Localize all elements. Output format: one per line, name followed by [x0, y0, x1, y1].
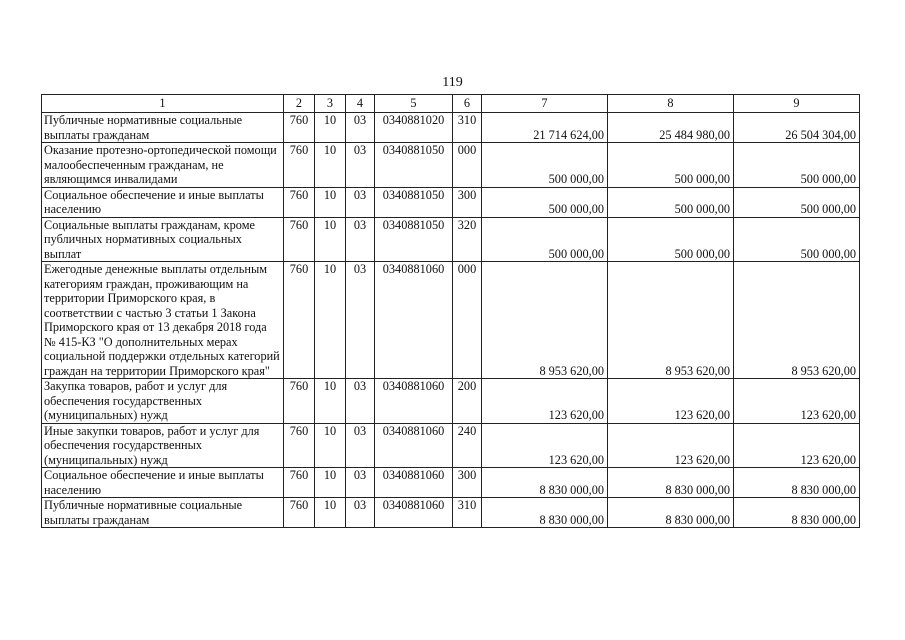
cell-target-article: 0340881060 — [375, 468, 453, 498]
table-row — [42, 498, 860, 528]
cell-amount-col9: 123 620,00 — [734, 379, 860, 424]
row-description: Социальные выплаты гражданам, кроме публичных нормативных социальных выплат — [42, 217, 284, 262]
cell-expense-type: 300 — [453, 187, 482, 217]
cell-target-article: 0340881060 — [375, 498, 453, 528]
cell-amount-col7: 500 000,00 — [482, 217, 608, 262]
cell-target-article: 0340881060 — [375, 379, 453, 424]
cell-amount-col9: 8 830 000,00 — [734, 498, 860, 528]
cell-subsection: 03 — [346, 143, 375, 188]
cell-code: 760 — [284, 143, 315, 188]
row-description: Оказание протезно-ортопедической помощи малообеспеченным гражданам, не являющимся инвалидами — [42, 143, 284, 188]
column-header: 3 — [315, 95, 346, 113]
cell-amount-col8: 123 620,00 — [608, 379, 734, 424]
cell-subsection: 03 — [346, 379, 375, 424]
cell-section: 10 — [315, 113, 346, 143]
cell-expense-type: 320 — [453, 217, 482, 262]
cell-amount-col7: 8 953 620,00 — [482, 262, 608, 379]
cell-amount-col8: 8 830 000,00 — [608, 498, 734, 528]
table-row — [42, 379, 860, 424]
cell-expense-type: 310 — [453, 498, 482, 528]
cell-subsection: 03 — [346, 217, 375, 262]
cell-amount-col9: 123 620,00 — [734, 423, 860, 468]
row-description: Публичные нормативные социальные выплаты гражданам — [42, 498, 284, 528]
cell-code: 760 — [284, 468, 315, 498]
cell-expense-type: 000 — [453, 262, 482, 379]
row-description: Социальное обеспечение и иные выплаты населению — [42, 468, 284, 498]
budget-table — [41, 94, 860, 528]
cell-target-article: 0340881060 — [375, 262, 453, 379]
page-number: 119 — [442, 75, 463, 90]
cell-section: 10 — [315, 423, 346, 468]
column-header: 5 — [375, 95, 453, 113]
cell-expense-type: 240 — [453, 423, 482, 468]
row-description: Иные закупки товаров, работ и услуг для обеспечения государственных (муниципальных) нужд — [42, 423, 284, 468]
cell-amount-col8: 8 830 000,00 — [608, 468, 734, 498]
table-row — [42, 113, 860, 143]
cell-section: 10 — [315, 262, 346, 379]
cell-amount-col7: 123 620,00 — [482, 379, 608, 424]
cell-amount-col9: 8 830 000,00 — [734, 468, 860, 498]
cell-section: 10 — [315, 187, 346, 217]
cell-section: 10 — [315, 468, 346, 498]
cell-expense-type: 200 — [453, 379, 482, 424]
cell-code: 760 — [284, 187, 315, 217]
cell-subsection: 03 — [346, 468, 375, 498]
table-row — [42, 468, 860, 498]
table-row — [42, 187, 860, 217]
cell-amount-col7: 123 620,00 — [482, 423, 608, 468]
header-row — [42, 95, 860, 113]
cell-amount-col7: 500 000,00 — [482, 187, 608, 217]
cell-section: 10 — [315, 379, 346, 424]
table-row — [42, 423, 860, 468]
row-description: Социальное обеспечение и иные выплаты населению — [42, 187, 284, 217]
cell-amount-col7: 8 830 000,00 — [482, 498, 608, 528]
cell-code: 760 — [284, 379, 315, 424]
column-header: 4 — [346, 95, 375, 113]
cell-code: 760 — [284, 113, 315, 143]
cell-section: 10 — [315, 143, 346, 188]
cell-amount-col8: 25 484 980,00 — [608, 113, 734, 143]
cell-expense-type: 000 — [453, 143, 482, 188]
cell-amount-col7: 21 714 624,00 — [482, 113, 608, 143]
column-header: 7 — [482, 95, 608, 113]
cell-subsection: 03 — [346, 113, 375, 143]
column-header: 2 — [284, 95, 315, 113]
cell-target-article: 0340881050 — [375, 187, 453, 217]
cell-target-article: 0340881050 — [375, 217, 453, 262]
cell-code: 760 — [284, 423, 315, 468]
cell-amount-col9: 500 000,00 — [734, 143, 860, 188]
row-description: Ежегодные денежные выплаты отдельным категориям граждан, проживающим на территории Приморского края, в соответствии с частью 3 статьи 1 Закона Приморского края от 13 декабря 2018 года № 415-КЗ "О дополнительных мерах социальной поддержки отдельных категорий граждан на территории Приморского края" — [42, 262, 284, 379]
column-header: 8 — [608, 95, 734, 113]
cell-subsection: 03 — [346, 498, 375, 528]
cell-amount-col8: 500 000,00 — [608, 217, 734, 262]
row-description: Публичные нормативные социальные выплаты гражданам — [42, 113, 284, 143]
column-header: 6 — [453, 95, 482, 113]
column-header: 1 — [42, 95, 284, 113]
cell-code: 760 — [284, 498, 315, 528]
cell-amount-col9: 500 000,00 — [734, 217, 860, 262]
cell-amount-col9: 8 953 620,00 — [734, 262, 860, 379]
table-row — [42, 217, 860, 262]
cell-amount-col7: 8 830 000,00 — [482, 468, 608, 498]
cell-amount-col9: 26 504 304,00 — [734, 113, 860, 143]
cell-subsection: 03 — [346, 262, 375, 379]
cell-amount-col8: 500 000,00 — [608, 187, 734, 217]
column-header: 9 — [734, 95, 860, 113]
cell-subsection: 03 — [346, 187, 375, 217]
cell-amount-col9: 500 000,00 — [734, 187, 860, 217]
cell-amount-col8: 500 000,00 — [608, 143, 734, 188]
cell-expense-type: 300 — [453, 468, 482, 498]
cell-expense-type: 310 — [453, 113, 482, 143]
table-row — [42, 143, 860, 188]
cell-target-article: 0340881020 — [375, 113, 453, 143]
cell-amount-col8: 123 620,00 — [608, 423, 734, 468]
cell-target-article: 0340881050 — [375, 143, 453, 188]
cell-section: 10 — [315, 498, 346, 528]
cell-amount-col8: 8 953 620,00 — [608, 262, 734, 379]
cell-section: 10 — [315, 217, 346, 262]
cell-target-article: 0340881060 — [375, 423, 453, 468]
cell-code: 760 — [284, 262, 315, 379]
table-row — [42, 262, 860, 379]
row-description: Закупка товаров, работ и услуг для обеспечения государственных (муниципальных) нужд — [42, 379, 284, 424]
cell-code: 760 — [284, 217, 315, 262]
cell-subsection: 03 — [346, 423, 375, 468]
cell-amount-col7: 500 000,00 — [482, 143, 608, 188]
